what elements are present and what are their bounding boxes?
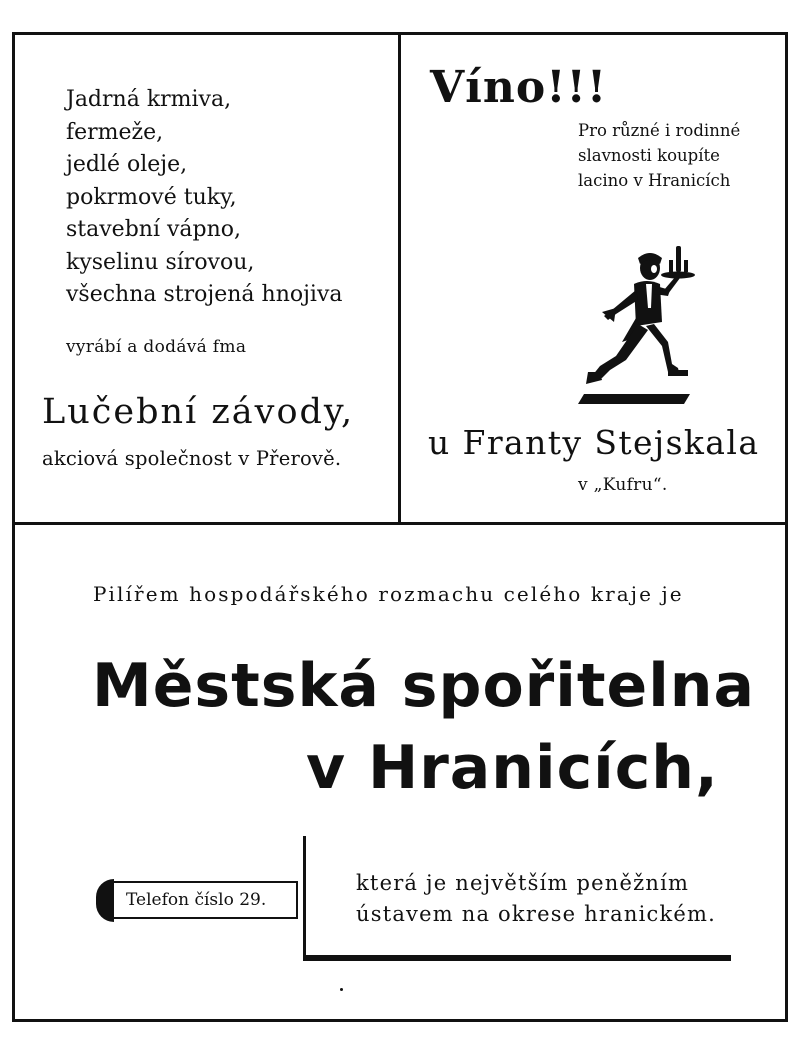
frame-horizontal-divider [12, 522, 788, 525]
description-bracket-bottom [303, 955, 731, 961]
supplied-by-text: vyrábí a dodává fma [66, 337, 247, 357]
product-item: kyselinu sírovou, [66, 249, 255, 275]
waiter-carrying-tray-icon [572, 238, 702, 408]
wine-ad-text-line: slavnosti koupíte [578, 146, 720, 165]
print-speck [340, 988, 343, 991]
description-line: která je největším peněžním [356, 871, 690, 895]
phone-label: Telefon číslo 29. [112, 881, 298, 919]
product-item: pokrmové tuky, [66, 184, 237, 210]
frame-left-border [12, 32, 15, 1022]
product-item: fermeže, [66, 119, 164, 145]
company-name: Lučební závody, [42, 392, 355, 432]
wine-ad-text-line: lacino v Hranicích [578, 171, 731, 190]
frame-vertical-divider [398, 32, 401, 524]
product-item: všechna strojená hnojiva [66, 282, 343, 307]
wine-ad-text-line: Pro různé i rodinné [578, 121, 741, 140]
company-detail: akciová společnost v Přerově. [42, 447, 342, 470]
frame-bottom-border [12, 1019, 788, 1022]
frame-right-border [785, 32, 788, 1022]
description-line: ústavem na okrese hranickém. [356, 902, 717, 926]
product-item: stavební vápno, [66, 217, 242, 242]
savings-bank-title: Městská spořitelna [92, 651, 755, 721]
shop-name: u Franty Stejskala [428, 423, 760, 462]
savings-bank-location: v Hranicích, [306, 733, 719, 803]
wine-headline: Víno!!! [430, 62, 608, 113]
product-list [66, 84, 343, 312]
savings-bank-lead: Pilířem hospodářského rozmachu celého kraje je [93, 582, 684, 606]
wine-ad-text [578, 118, 740, 193]
product-item: jedlé oleje, [66, 152, 188, 177]
description-bracket-vertical [303, 836, 306, 960]
savings-bank-description [356, 868, 716, 930]
shop-place: v „Kufru“. [578, 475, 668, 495]
product-item: Jadrná krmiva, [66, 87, 232, 112]
